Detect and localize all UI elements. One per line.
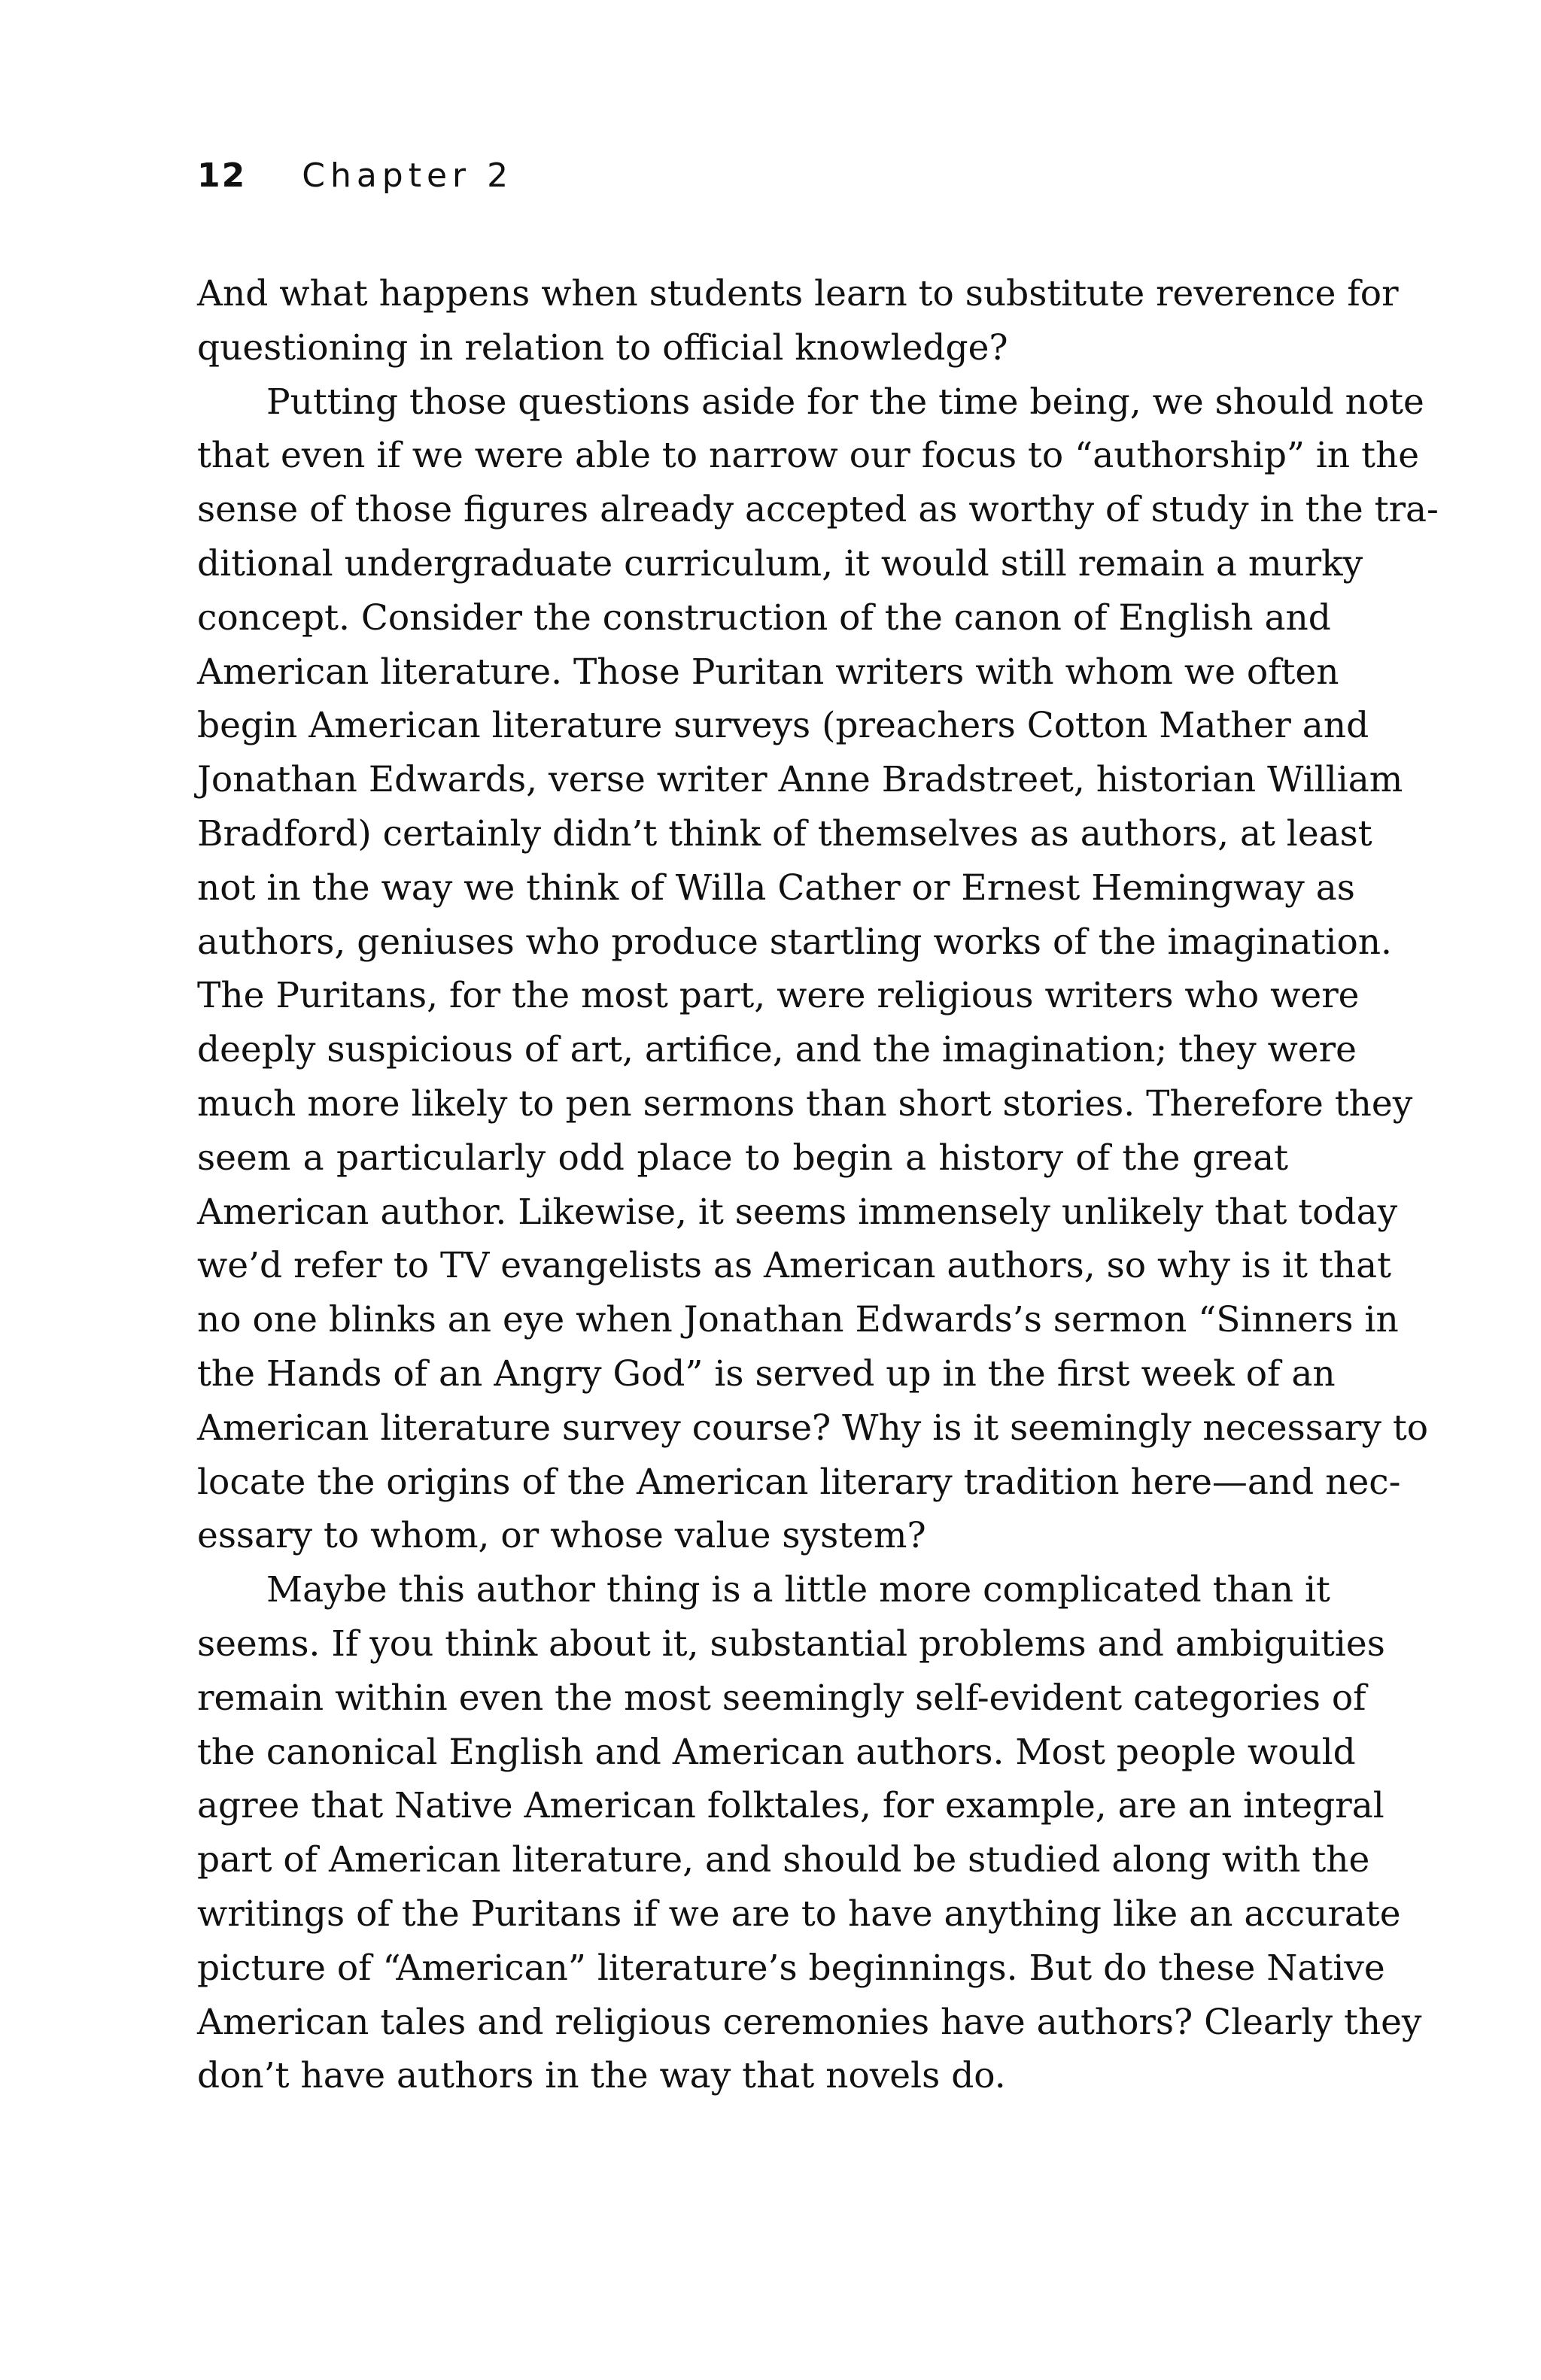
text-line: authors, geniuses who produce startling works of the imagination. (197, 921, 1392, 963)
text-line: Jonathan Edwards, verse writer Anne Bradstreet, historian William (197, 759, 1403, 801)
text-line: American literature survey course? Why is it seemingly necessary to (197, 1407, 1429, 1449)
text-line: ditional undergraduate curriculum, it would still remain a murky (197, 542, 1363, 584)
text-line: sense of those figures already accepted as worthy of study in the tra- (197, 489, 1439, 531)
text-line: we’d refer to TV evangelists as American authors, so why is it that (197, 1245, 1391, 1287)
text-line: The Puritans, for the most part, were religious writers who were (197, 975, 1360, 1017)
text-line: agree that Native American folktales, for example, are an integral (197, 1785, 1384, 1827)
text-line: picture of “American” literature’s beginnings. But do these Native (197, 1947, 1385, 1989)
text-line: Maybe this author thing is a little more complicated than it (266, 1569, 1330, 1611)
text-line: part of American literature, and should be studied along with the (197, 1839, 1370, 1881)
text-line: seem a particularly odd place to begin a history of the great (197, 1137, 1288, 1179)
text-line: And what happens when students learn to substitute reverence for (197, 273, 1399, 314)
text-line: not in the way we think of Willa Cather or Ernest Hemingway as (197, 867, 1355, 909)
running-head (197, 153, 513, 199)
body-text (197, 267, 1439, 2103)
text-line: locate the origins of the American literary tradition here—and nec- (197, 1461, 1401, 1503)
text-line: deeply suspicious of art, artifice, and the imagination; they were (197, 1029, 1357, 1071)
text-line: much more likely to pen sermons than short stories. Therefore they (197, 1082, 1413, 1125)
text-line: American tales and religious ceremonies have authors? Clearly they (197, 2001, 1422, 2043)
text-line: the canonical English and American authors. Most people would (197, 1731, 1356, 1773)
text-line: that even if we were able to narrow our focus to “authorship” in the (197, 435, 1420, 477)
page-number: 12 (197, 156, 247, 195)
chapter-label: Chapter 2 (302, 156, 514, 195)
text-line: American author. Likewise, it seems immensely unlikely that today (197, 1191, 1398, 1233)
text-line: no one blinks an eye when Jonathan Edwards’s sermon “Sinners in (197, 1299, 1399, 1341)
text-line: questioning in relation to official knowledge? (197, 326, 1008, 369)
text-line: essary to whom, or whose value system? (197, 1515, 926, 1557)
text-line: American literature. Those Puritan writers with whom we often (197, 651, 1339, 693)
text-line: begin American literature surveys (preachers Cotton Mather and (197, 705, 1369, 747)
text-line: remain within even the most seemingly self-evident categories of (197, 1677, 1366, 1719)
text-line: concept. Consider the construction of the canon of English and (197, 597, 1331, 639)
text-line: seems. If you think about it, substantial problems and ambiguities (197, 1623, 1385, 1665)
text-line: Bradford) certainly didn’t think of themselves as authors, at least (197, 812, 1372, 855)
text-line: don’t have authors in the way that novels do. (197, 2055, 1006, 2097)
text-line: the Hands of an Angry God” is served up in the first week of an (197, 1352, 1336, 1395)
text-line: writings of the Puritans if we are to have anything like an accurate (197, 1893, 1401, 1935)
text-line: Putting those questions aside for the time being, we should note (266, 381, 1424, 423)
